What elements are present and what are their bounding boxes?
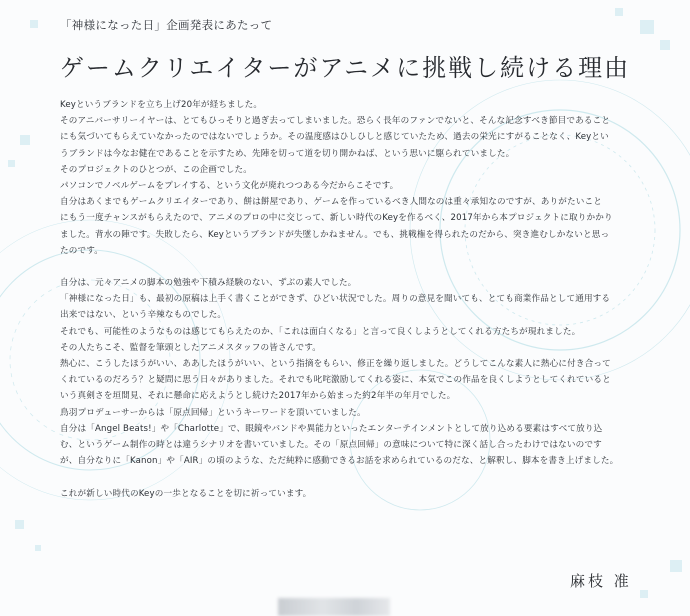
text-line: にもう一度チャンスがもらえたので、アニメのプロの中に交じって、新しい時代のKeyを作るべく、2017年から本プロジェクトに取りかかり [60,213,613,224]
paragraph-gap [60,259,660,275]
text-line: いう真剣さを垣間見、それに懸命に応えようとし続けた2017年から始まった約2年半の年月でした。 [60,391,456,402]
text-line: 熱心に、こうしたほうがいい、ああしたほうがいい、という指摘をもらい、修正を繰り返しました。どうしてこんな素人に熱心に付き合って [60,359,611,369]
text-line: うブランドは今なお健在であることを示すため、先陣を切って道を切り開かねば、という思いに駆られていました。 [60,148,515,159]
text-line: パソコンでノベルゲームをプレイする、という文化が廃れつつある今だからこそです。 [60,180,399,191]
text-line: が、自分なりに「Kanon」や「AIR」の頃のような、ただ純粋に感動できるお話を求められているのだな、と解釈し、脚本を書き上げました。 [60,456,619,467]
text-line: そのアニバーサリーイヤーは、とてもひっそりと過ぎ去ってしまいました。恐らく長年のファンでないと、そんな記念すべき節目であること [60,116,611,127]
author-signature: 麻枝 准 [570,572,632,590]
text-line: そのプロジェクトのひとつが、この企画でした。 [60,164,253,175]
text-line: 自分はあくまでもゲームクリエイターであり、餅は餅屋であり、ゲームを作っているべき人間なのは重々承知なのですが、ありがたいこと [60,197,602,208]
pre-title: 「神様になった日」企画発表にあたって [60,18,273,32]
text-line: その人たちこそ、監督を筆頭としたアニメスタッフの皆さんです。 [60,342,322,353]
text-line: 自分は、元々アニメの脚本の勉強や下積み経験のない、ずぶの素人でした。 [60,278,357,289]
text-line: ました。背水の陣です。失敗したら、Keyというブランドが失墜しかねません。でも、挑戦権を得られたのだから、突き進むしかないと思っ [60,229,610,240]
text-line: これが新しい時代のKeyの一歩となることを切に祈っています。 [60,488,312,499]
paragraph-gap [60,469,660,485]
page-title: ゲームクリエイターがアニメに挑戦し続ける理由 [59,54,631,82]
text-line: む、というゲーム制作の時とは違うシナリオを書いていました。その「原点回帰」の意味について特に深く話し合ったわけではないのです [60,439,602,450]
text-line: 出来ではない、という辛辣なものでした。 [60,310,227,321]
text-line: たのです。 [60,245,104,256]
text-line: 自分は「Angel Beats!」や「Charlotte」で、眼鏡やバンドや異能力といったエンターテインメントとして放り込める要素はすべて放り込 [60,423,603,434]
text-line: Keyというブランドを立ち上げ20年が経ちました。 [60,100,263,110]
blurred-watermark [278,598,390,616]
text-line: 「神様になった日」も、最初の原稿は上手く書くことができず、ひどい状況でした。周りの意見を聞いても、とても商業作品として通用する [60,294,611,305]
text-line: にも気づいてもらえていなかったのではないでしょうか。その温度感はひしひしと感じていたため、過去の栄光にすがることなく、Keyとい [60,132,609,143]
text-line: それでも、可能性のようなものは感じてもらえたのか、「これは面白くなる」と言って良くしようとしてくれる方たちが現れました。 [60,326,581,337]
text-line: 鳥羽プロデューサーからは「原点回帰」というキーワードを頂いていました。 [60,407,366,418]
body-text [60,97,660,502]
text-line: くれているのだろう？と疑問に思う日々がありました。それでも叱咤激励してくれる姿に、本気でこの作品を良くしようとしてくれていると [60,375,611,386]
